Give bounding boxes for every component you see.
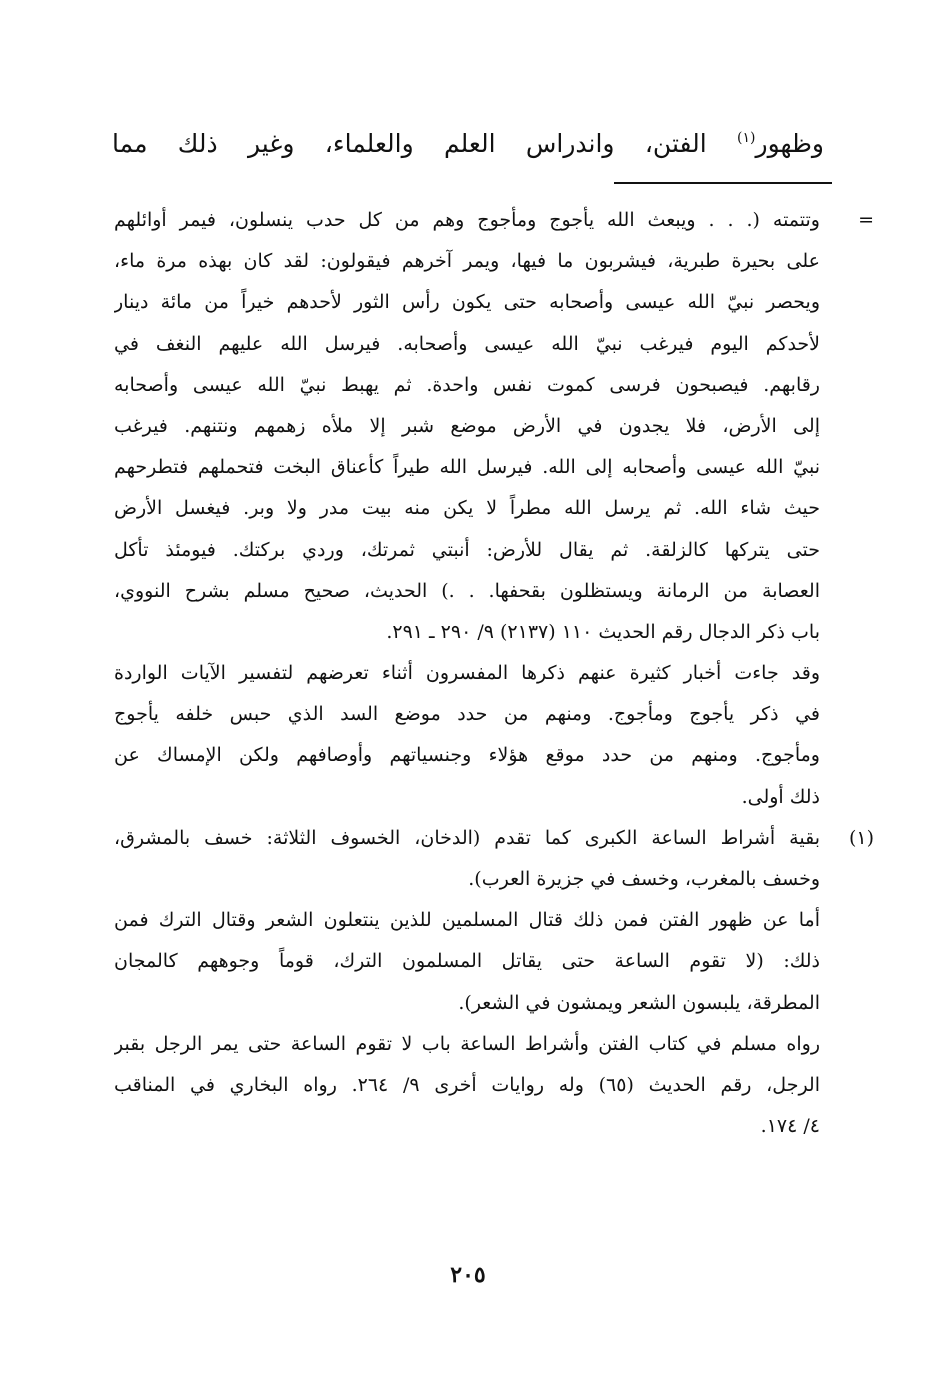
footnote-line: لأحدكم اليوم فيرغب نبيّ الله عيسى وأصحابه. فيرسل الله عليهم النغف في <box>114 332 820 355</box>
footnote-line: رقابهم. فيصبحون فرسى كموت نفس واحدة. ثم يهبط نبيّ الله عيسى وأصحابه <box>114 373 820 396</box>
footnote-line: بقية أشراط الساعة الكبرى كما تقدم (الدخان، الخسوف الثلاثة: خسف بالمشرق، <box>114 826 820 849</box>
footnote-continuation-marker: = <box>858 209 874 231</box>
main-text-rest: الفتن، واندراس العلم والعلماء، وغير ذلك مما <box>112 129 738 158</box>
main-text-start: وظهور <box>755 129 824 158</box>
footnote-line: حيث شاء الله. ثم يرسل الله مطراً لا يكن منه بيت مدر ولا وبر. فيغسل الأرض <box>114 497 820 520</box>
footnote-line: ذلك أولى. <box>741 785 820 808</box>
footnote-line: نبيّ الله عيسى وأصحابه إلى الله. فيرسل الله طيراً كأعناق البخت فتحملهم فتطرحهم <box>114 456 820 479</box>
footnote-line: على بحيرة طبرية، فيشربون ما فيها، ويمر آخرهم فيقولون: لقد كان بهذه مرة ماء، <box>114 250 820 273</box>
footnote-separator <box>614 182 832 184</box>
page-number: ٢٠٥ <box>450 1262 486 1288</box>
footnote-continuation <box>114 200 874 818</box>
footnote-line: المطرقة، يلبسون الشعر ويمشون في الشعر). <box>458 991 820 1014</box>
footnote-line: العصابة من الرمانة ويستظلون بقحفها. . .) الحديث، صحيح مسلم بشرح النووي، <box>114 579 820 602</box>
footnote-line: وخسف بالمغرب، وخسف في جزيرة العرب). <box>468 868 820 890</box>
footnote-line: إلى الأرض، فلا يجدون في الأرض موضع شبر إلا ملأه زهمهم ونتنهم. فيرغب <box>114 414 820 437</box>
main-text-line <box>112 118 824 164</box>
footnote-line: ٤/ ١٧٤. <box>760 1115 820 1138</box>
footnote-line: حتى يتركها كالزلقة. ثم يقال للأرض: أنبتي ثمرتك، وردي بركتك. فيومئذ تأكل <box>114 538 820 561</box>
footnote-line: ويحصر نبيّ الله عيسى وأصحابه حتى يكون رأس الثور لأحدهم خيراً من مائة دينار <box>114 291 820 314</box>
footnote-reference[interactable]: (١) <box>737 130 756 146</box>
footnote-line: وتتمته (. . . ويبعث الله يأجوج ومأجوج وهم من كل حدب ينسلون، فيمر أوائلهم <box>114 209 820 231</box>
footnote-line: وقد جاءت أخبار كثيرة عنهم ذكرها المفسرون أثناء تعرضهم لتفسير الآيات الواردة <box>114 662 820 685</box>
footnote-line: ومأجوج. ومنهم من حدد موقع هؤلاء وجنسياتهم وأوصافهم ولكن الإمساك عن <box>114 744 820 767</box>
footnotes-section <box>114 200 874 1147</box>
footnote-1-marker: (١) <box>848 826 874 849</box>
footnote-line: باب ذكر الدجال رقم الحديث ١١٠ (٢١٣٧) ٩/ ٢٩٠ ـ ٢٩١. <box>386 620 820 643</box>
footnote-line: ذلك: (لا تقوم الساعة حتى يقاتل المسلمون الترك، قوماً وجوههم كالمجان <box>114 950 820 973</box>
footnote-line: الرجل، رقم الحديث (٦٥) وله روايات أخرى ٩/ ٢٦٤. رواه البخاري في المناقب <box>114 1073 820 1096</box>
footnote-1 <box>114 818 874 1148</box>
footnote-line: في ذكر يأجوج ومأجوج. ومنهم من حدد موضع السد الذي حبس خلفه يأجوج <box>114 703 820 726</box>
footnote-line: أما عن ظهور الفتن فمن ذلك قتال المسلمين للذين ينتعلون الشعر وقتال الترك فمن <box>114 909 820 932</box>
footnote-line: رواه مسلم في كتاب الفتن وأشراط الساعة باب لا تقوم الساعة حتى يمر الرجل بقبر <box>114 1032 820 1055</box>
